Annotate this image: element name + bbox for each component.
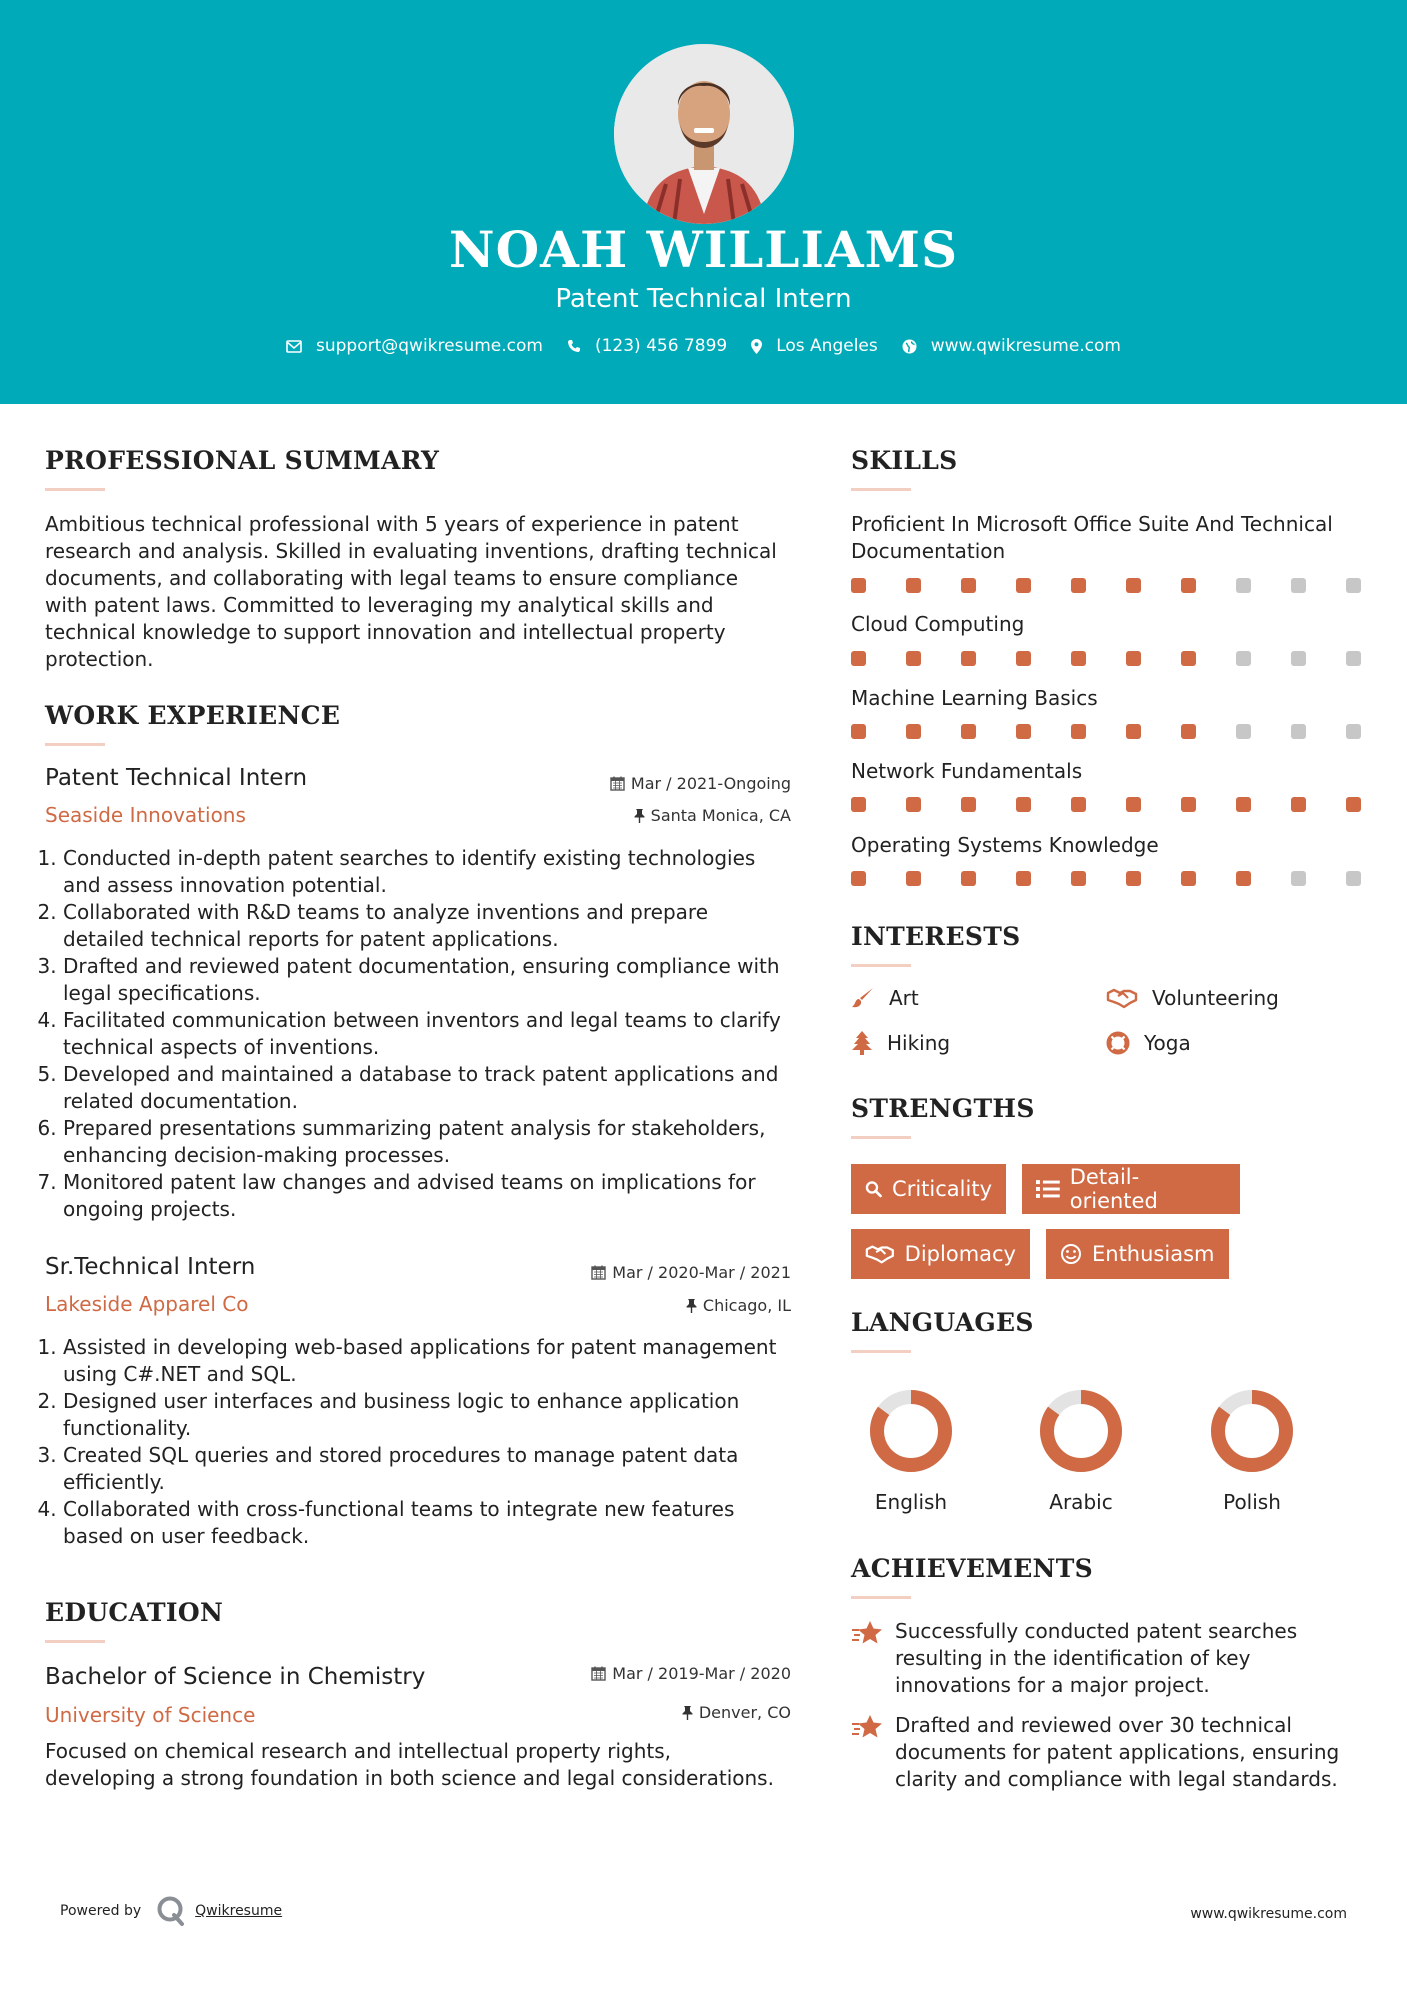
pushpin-icon — [682, 1705, 693, 1720]
interests-heading: INTERESTS — [851, 922, 1021, 951]
summary-text: Ambitious technical professional with 5 years of experience in patent research and analysis. Skilled in evaluating inventions, drafting technical documents, and collaborating with legal teams to ensure compliance with patent laws. Committed to leveraging my analytical skills and technical knowledge to support innovation and intellectual property protection. — [45, 512, 777, 671]
skill-dot-filled — [1126, 797, 1141, 812]
skill-dot-empty — [1291, 651, 1306, 666]
skill-dot-empty — [1346, 578, 1361, 593]
globe-icon — [902, 339, 917, 354]
tree-icon — [851, 1031, 873, 1055]
strength-badge — [1022, 1164, 1240, 1214]
interest-item — [851, 986, 919, 1010]
company-name: Seaside Innovations — [45, 803, 246, 827]
skill-name: Proficient In Microsoft Office Suite And Technical Documentation — [851, 512, 1333, 563]
strength-label: Detail-oriented — [1069, 1165, 1158, 1213]
skill-name: Network Fundamentals — [851, 759, 1083, 783]
job-date-text: Mar / 2020-Mar / 2021 — [612, 1263, 791, 1282]
job-date-text: Mar / 2021-Ongoing — [630, 774, 791, 793]
skill-dot-filled — [1181, 871, 1196, 886]
education-date-text: Mar / 2019-Mar / 2020 — [612, 1664, 791, 1683]
skill-dot-filled — [851, 871, 866, 886]
strengths-heading-underline — [851, 1136, 911, 1139]
list-item: 2. Designed user interfaces and business logic to enhance application functionality. — [63, 1388, 795, 1442]
powered-by-label: Powered by — [60, 1903, 142, 1919]
language-donut — [868, 1388, 954, 1474]
summary-heading: PROFESSIONAL SUMMARY — [45, 446, 440, 475]
skill-name: Cloud Computing — [851, 612, 1025, 636]
school-name: University of Science — [45, 1703, 256, 1727]
handshake-icon — [865, 1243, 895, 1265]
strengths-heading: STRENGTHS — [851, 1094, 1035, 1123]
interest-item — [1106, 1031, 1191, 1055]
skill-name: Operating Systems Knowledge — [851, 833, 1159, 857]
achievements-heading: ACHIEVEMENTS — [851, 1554, 1093, 1583]
skill-dot-filled — [1016, 578, 1031, 593]
summary-heading-underline — [45, 488, 105, 491]
strength-label: Criticality — [892, 1177, 992, 1201]
calendar-icon — [610, 776, 625, 791]
calendar-icon — [591, 1265, 606, 1280]
skill-dot-filled — [851, 724, 866, 739]
skill-dot-empty — [1346, 724, 1361, 739]
skill-rating — [851, 724, 1401, 739]
calendar-icon — [591, 1666, 606, 1681]
language-item — [1016, 1388, 1146, 1514]
skills-heading: SKILLS — [851, 446, 958, 475]
skill-dot-filled — [1346, 797, 1361, 812]
contact-location — [751, 336, 878, 356]
interest-item — [1106, 986, 1279, 1010]
skill-dot-filled — [1291, 797, 1306, 812]
skill-rating — [851, 651, 1401, 666]
skill-dot-filled — [1126, 651, 1141, 666]
language-donut — [1038, 1388, 1124, 1474]
phone-icon — [567, 339, 581, 353]
skill-rating — [851, 797, 1401, 812]
list-item: 4. Facilitated communication between inventors and legal teams to clarify technical aspects of inventions. — [63, 1007, 795, 1061]
job-location — [500, 1296, 791, 1315]
skill-dot-filled — [906, 797, 921, 812]
footer-website[interactable]: www.qwikresume.com — [1190, 1906, 1347, 1922]
job-location-text: Santa Monica, CA — [650, 806, 791, 825]
profile-photo — [614, 44, 794, 224]
strength-badge — [851, 1229, 1030, 1279]
strength-badge — [1046, 1229, 1229, 1279]
skill-dot-filled — [906, 578, 921, 593]
star-icon — [851, 1714, 883, 1740]
job-bullets — [45, 845, 795, 1223]
interest-label: Hiking — [887, 1031, 951, 1055]
pushpin-icon — [686, 1298, 697, 1313]
footer-powered-by — [60, 1896, 282, 1926]
education-location — [500, 1703, 791, 1722]
job-date — [500, 774, 791, 793]
skill-dot-filled — [851, 797, 866, 812]
list-item: 5. Developed and maintained a database to track patent applications and related documentation. — [63, 1061, 795, 1115]
language-label: English — [874, 1490, 948, 1514]
strength-label: Diplomacy — [904, 1242, 1016, 1266]
language-item — [846, 1388, 976, 1514]
smile-icon — [1060, 1243, 1082, 1265]
skill-dot-filled — [1071, 871, 1086, 886]
skill-dot-filled — [1126, 871, 1141, 886]
skill-dot-empty — [1236, 651, 1251, 666]
skill-dot-filled — [1181, 651, 1196, 666]
job-bullets — [45, 1334, 795, 1550]
language-item — [1187, 1388, 1317, 1514]
education-location-text: Denver, CO — [698, 1703, 791, 1722]
skill-dot-empty — [1346, 651, 1361, 666]
skill-name: Machine Learning Basics — [851, 686, 1098, 710]
job-date — [500, 1263, 791, 1282]
contact-website[interactable] — [902, 336, 1121, 356]
list-item: 4. Collaborated with cross-functional teams to integrate new features based on user feedback. — [63, 1496, 795, 1550]
achievement-item — [851, 1618, 1356, 1699]
education-date — [500, 1664, 791, 1683]
envelope-icon — [286, 340, 302, 353]
interest-label: Volunteering — [1152, 986, 1279, 1010]
job-location — [500, 806, 791, 825]
skill-dot-filled — [1126, 578, 1141, 593]
language-donut — [1209, 1388, 1295, 1474]
list-item: 3. Created SQL queries and stored procedures to manage patent data efficiently. — [63, 1442, 795, 1496]
job-title: Sr.Technical Intern — [45, 1254, 256, 1280]
skill-dot-filled — [961, 578, 976, 593]
achievement-text: Successfully conducted patent searches resulting in the identification of key innovations for a major project. — [895, 1619, 1298, 1697]
skill-dot-filled — [1181, 724, 1196, 739]
skill-dot-filled — [1016, 724, 1031, 739]
map-marker-icon — [751, 339, 762, 354]
list-item: 7. Monitored patent law changes and advised teams on implications for ongoing projects. — [63, 1169, 795, 1223]
experience-heading: WORK EXPERIENCE — [45, 701, 341, 730]
job-location-text: Chicago, IL — [702, 1296, 791, 1315]
skill-dot-filled — [961, 797, 976, 812]
candidate-title: Patent Technical Intern — [555, 284, 852, 314]
interest-label: Yoga — [1144, 1031, 1191, 1055]
skill-dot-filled — [906, 651, 921, 666]
contact-email[interactable] — [286, 336, 543, 356]
skill-dot-filled — [851, 578, 866, 593]
skill-dot-filled — [961, 724, 976, 739]
skill-dot-empty — [1236, 578, 1251, 593]
skill-dot-filled — [961, 651, 976, 666]
skill-dot-filled — [1071, 724, 1086, 739]
skill-dot-empty — [1291, 871, 1306, 886]
handshake-icon — [1106, 987, 1138, 1009]
skill-dot-filled — [906, 724, 921, 739]
strength-badge — [851, 1164, 1006, 1214]
pushpin-icon — [634, 808, 645, 823]
lifering-icon — [1106, 1031, 1130, 1055]
language-label: Polish — [1223, 1490, 1281, 1514]
list-item: 1. Conducted in-depth patent searches to identify existing technologies and assess innovation potential. — [63, 845, 795, 899]
interest-label: Art — [889, 986, 919, 1010]
contact-bar — [0, 336, 1407, 356]
interests-heading-underline — [851, 964, 911, 967]
header-banner — [0, 0, 1407, 404]
skill-dot-filled — [1071, 578, 1086, 593]
search-icon — [865, 1178, 882, 1200]
contact-location-text: Los Angeles — [776, 336, 878, 356]
achievement-text: Drafted and reviewed over 30 technical documents for patent applications, ensuring clarity and compliance with legal standards. — [895, 1713, 1340, 1791]
experience-heading-underline — [45, 743, 105, 746]
skill-dot-filled — [1071, 797, 1086, 812]
education-heading: EDUCATION — [45, 1598, 224, 1627]
skills-heading-underline — [851, 488, 911, 491]
achievements-heading-underline — [851, 1596, 911, 1599]
degree-title: Bachelor of Science in Chemistry — [45, 1664, 426, 1690]
list-item: 3. Drafted and reviewed patent documentation, ensuring compliance with legal specifications. — [63, 953, 795, 1007]
language-label: Arabic — [1049, 1490, 1113, 1514]
skill-dot-filled — [1236, 797, 1251, 812]
skill-dot-filled — [1126, 724, 1141, 739]
skill-dot-empty — [1346, 871, 1361, 886]
list-icon — [1036, 1179, 1060, 1199]
languages-heading-underline — [851, 1350, 911, 1353]
skill-dot-filled — [1016, 797, 1031, 812]
interest-item — [851, 1031, 950, 1055]
skill-dot-empty — [1236, 724, 1251, 739]
skill-rating — [851, 871, 1401, 886]
list-item: 6. Prepared presentations summarizing patent analysis for stakeholders, enhancing decision-making processes. — [63, 1115, 795, 1169]
skill-dot-filled — [1181, 578, 1196, 593]
qwikresume-logo-icon — [157, 1896, 185, 1926]
languages-heading: LANGUAGES — [851, 1308, 1034, 1337]
list-item: 2. Collaborated with R&D teams to analyze inventions and prepare detailed technical reports for patent applications. — [63, 899, 795, 953]
education-heading-underline — [45, 1640, 105, 1643]
company-name: Lakeside Apparel Co — [45, 1292, 249, 1316]
skill-dot-filled — [1016, 871, 1031, 886]
skill-dot-filled — [851, 651, 866, 666]
achievement-item — [851, 1712, 1356, 1793]
contact-phone-text: (123) 456 7899 — [594, 336, 728, 356]
candidate-name: NOAH WILLIAMS — [448, 220, 959, 279]
skill-dot-empty — [1291, 578, 1306, 593]
skill-rating — [851, 578, 1401, 593]
contact-phone[interactable] — [567, 336, 727, 356]
skill-dot-filled — [1236, 871, 1251, 886]
star-icon — [851, 1620, 883, 1646]
job-title: Patent Technical Intern — [45, 765, 308, 791]
skill-dot-filled — [1071, 651, 1086, 666]
qwikresume-link[interactable]: Qwikresume — [195, 1903, 283, 1919]
skill-dot-empty — [1291, 724, 1306, 739]
paintbrush-icon — [851, 986, 875, 1010]
skill-dot-filled — [961, 871, 976, 886]
strength-label: Enthusiasm — [1092, 1242, 1215, 1266]
skill-dot-filled — [1016, 651, 1031, 666]
list-item: 1. Assisted in developing web-based applications for patent management using C#.NET and SQL. — [63, 1334, 795, 1388]
education-text: Focused on chemical research and intellectual property rights, developing a strong foundation in both science and legal considerations. — [45, 1739, 774, 1790]
contact-email-text: support@qwikresume.com — [316, 336, 543, 356]
contact-website-text: www.qwikresume.com — [930, 336, 1121, 356]
skill-dot-filled — [906, 871, 921, 886]
skill-dot-filled — [1181, 797, 1196, 812]
